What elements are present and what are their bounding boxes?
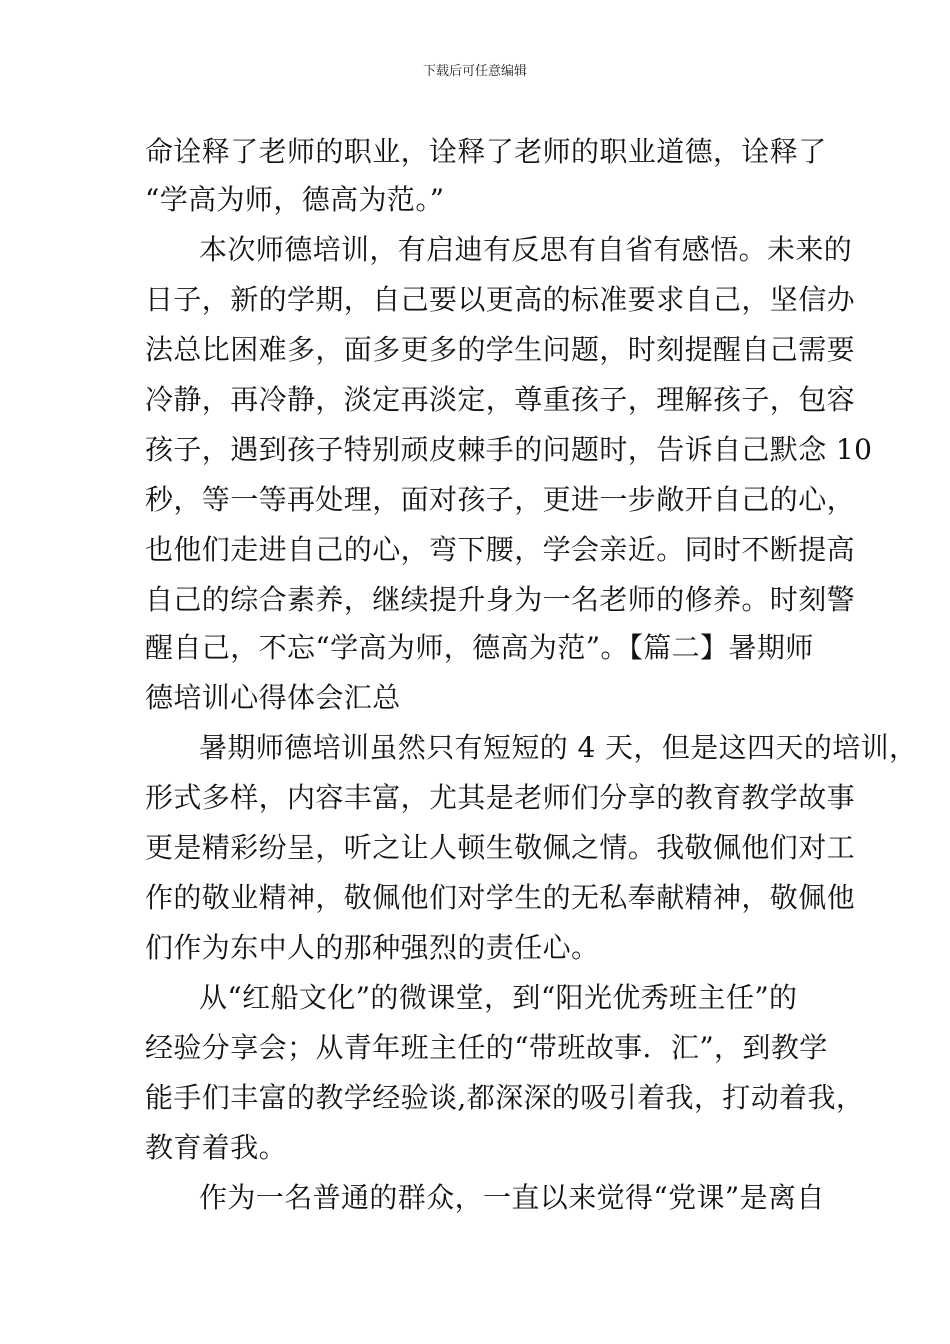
paragraph-3-line-5: 们作为东中人的那种强烈的责任心。 [145, 931, 600, 964]
paragraph-3-line-2: 形式多样，内容丰富，尤其是老师们分享的教育教学故事 [145, 781, 856, 814]
paragraph-4-line-4: 教育着我。 [145, 1131, 288, 1164]
paragraph-2-line-6: 秒，等一等再处理，面对孩子，更进一步敞开自己的心， [145, 483, 856, 516]
paragraph-3-line-3: 更是精彩纷呈，听之让人顿生敬佩之情。我敬佩他们对工 [145, 831, 856, 864]
paragraph-2-line-9: 醒自己，不忘“学高为师，德高为范”。【篇二】暑期师 [145, 631, 814, 664]
page-header: 下载后可任意编辑 [422, 64, 527, 79]
paragraph-2-line-3: 法总比困难多，面多更多的学生问题，时刻提醒自己需要 [145, 333, 856, 366]
paragraph-2-line-4: 冷静，再冷静，淡定再淡定，尊重孩子，理解孩子，包容 [145, 383, 856, 416]
paragraph-4-line-2: 经验分享会；从青年班主任的“带班故事．汇”，到教学 [145, 1031, 828, 1064]
paragraph-2-line-7: 也他们走进自己的心，弯下腰，学会亲近。同时不断提高 [145, 533, 856, 566]
paragraph-3-line-1: 暑期师德培训虽然只有短短的 4 天，但是这四天的培训， [199, 731, 918, 764]
paragraph-4-line-3: 能手们丰富的教学经验谈,都深深的吸引着我，打动着我， [145, 1081, 865, 1114]
paragraph-2-line-2: 日子，新的学期，自己要以更高的标准要求自己，坚信办 [145, 283, 856, 316]
paragraph-2-line-1: 本次师德培训，有启迪有反思有自省有感悟。未来的 [199, 233, 853, 266]
paragraph-1-line-1: 命诠释了老师的职业，诠释了老师的职业道德，诠释了 [145, 135, 827, 168]
paragraph-2-line-8: 自己的综合素养，继续提升身为一名老师的修养。时刻警 [145, 583, 856, 616]
paragraph-2-line-5: 孩子，遇到孩子特别顽皮棘手的问题时，告诉自己默念 10 [145, 433, 873, 466]
paragraph-3-line-4: 作的敬业精神，敬佩他们对学生的无私奉献精神，敬佩他 [145, 881, 856, 914]
paragraph-5-line-1: 作为一名普通的群众，一直以来觉得“党课”是离自 [199, 1181, 825, 1214]
paragraph-2-line-10: 德培训心得体会汇总 [145, 681, 401, 714]
paragraph-1-line-2: “学高为师，德高为范。” [145, 183, 445, 216]
paragraph-4-line-1: 从“红船文化”的微课堂，到“阳光优秀班主任”的 [199, 981, 798, 1014]
